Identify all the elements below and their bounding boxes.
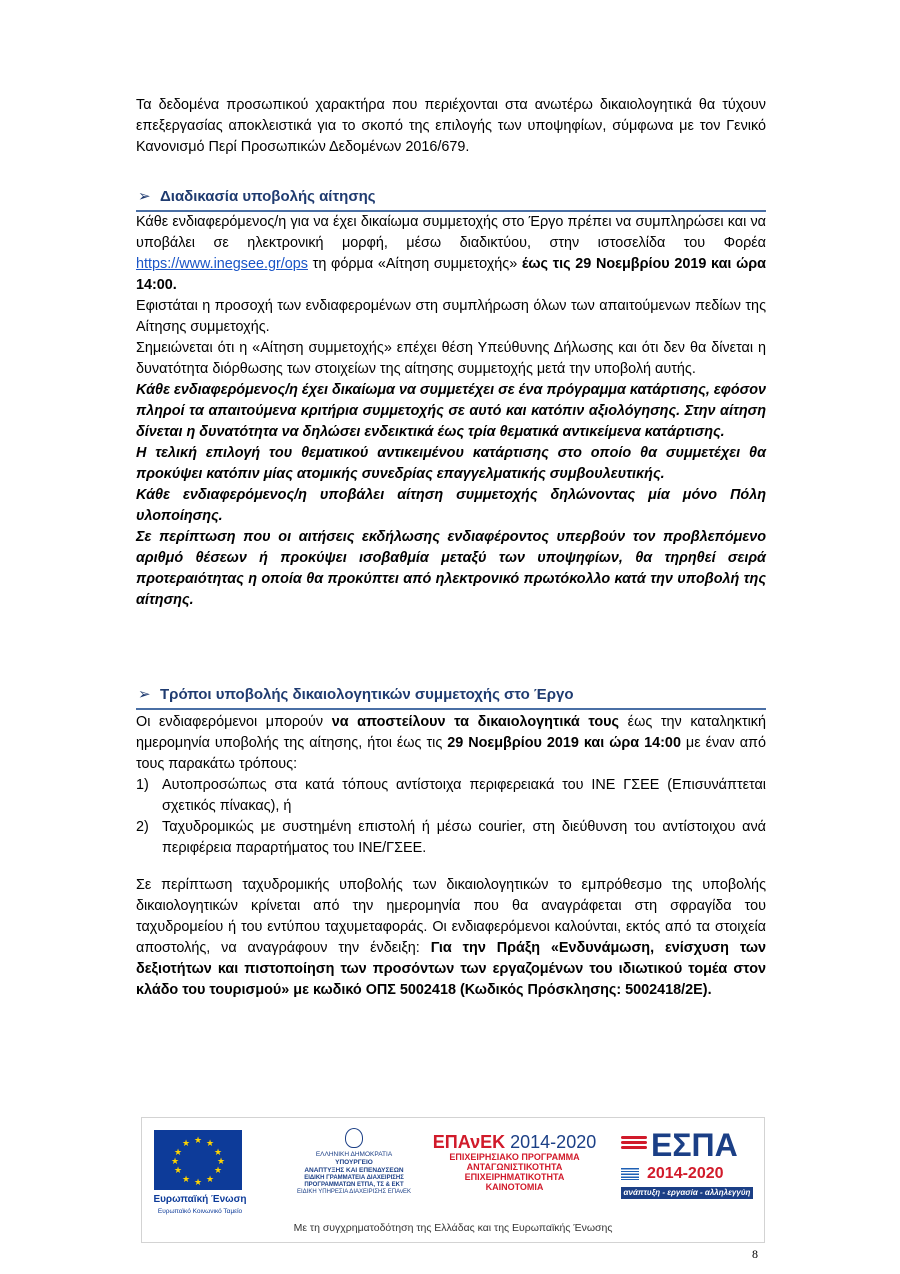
section-title: Διαδικασία υποβολής αίτησης bbox=[160, 188, 376, 205]
paragraph: Οι ενδιαφερόμενοι μπορούν να αποστείλουν τα δικαιολογητικά τους έως την καταληκτική ημερομηνία υποβολής της αίτησης, ήτοι έως τις 29 Νοεμβρίου 2019 και ώρα 14:00 με έναν από τους παρακάτω τρόπους: bbox=[136, 714, 766, 772]
greek-ministry-logo: ΕΛΛΗΝΙΚΗ ΔΗΜΟΚΡΑΤΙΑ ΥΠΟΥΡΓΕΙΟ ΑΝΑΠΤΥΞΗΣ ΚΑΙ ΕΠΕΝΔΥΣΕΩΝ ΕΙΔΙΚΗ ΓΡΑΜΜΑΤΕΙΑ ΔΙΑΧΕΙΡΙΣΗΣ ΠΡΟΓΡΑΜΜΑΤΩΝ ΕΤΠΑ, ΤΣ & ΕΚΤ ΕΙΔΙΚΗ ΥΠΗΡΕΣΙΑ ΔΙΑΧΕΙΡΙΣΗΣ ΕΠΑνΕΚ bbox=[292, 1128, 416, 1196]
section-title: Τρόποι υποβολής δικαιολογητικών συμμετοχής στο Έργο bbox=[160, 686, 574, 703]
emphasis-paragraph: Κάθε ενδιαφερόμενος/η έχει δικαίωμα να συμμετέχει σε ένα πρόγραμμα κατάρτισης, εφόσον πληροί τα απαιτούμενα κριτήρια συμμετοχής σε αυτό και κατόπιν αξιολόγησης. Στην αίτηση δίνεται η δυνατότητα να δηλώσει ενδεικτικά έως τρία θεματικά αντικείμενα κατάρτισης. bbox=[136, 382, 766, 440]
paragraph: Σημειώνεται ότι η «Αίτηση συμμετοχής» επέχει θέση Υπεύθυνης Δήλωσης και ότι δεν θα δίνεται η δυνατότητα διόρθωσης των στοιχείων της αίτησης συμμετοχής μετά την υποβολή αυτής. bbox=[136, 340, 766, 377]
section-application-procedure-body bbox=[136, 212, 766, 611]
paragraph: Εφιστάται η προσοχή των ενδιαφερομένων στη συμπλήρωση όλων των απαιτούμενων πεδίων της Αίτησης συμμετοχής. bbox=[136, 298, 766, 335]
intro-paragraph: Τα δεδομένα προσωπικού χαρακτήρα που περιέχονται στα ανωτέρω δικαιολογητικά θα τύχουν επεξεργασίας αποκλειστικά για το σκοπό της επιλογής των υποψηφίων, σύμφωνα με τον Γενικό Κανονισμό Περί Προσωπικών Δεδομένων 2016/679. bbox=[136, 97, 766, 155]
eu-logo-subtitle: Ευρωπαϊκό Κοινωνικό Ταμείο bbox=[157, 1208, 243, 1215]
page-number: 8 bbox=[752, 1247, 758, 1261]
emphasis-paragraph: Κάθε ενδιαφερόμενος/η υποβάλει αίτηση συμμετοχής δηλώνοντας μία μόνο Πόλη υλοποίησης. bbox=[136, 487, 766, 524]
greek-flag-icon bbox=[621, 1168, 639, 1180]
epanek-logo: ΕΠΑνΕΚ 2014-2020 ΕΠΙΧΕΙΡΗΣΙΑΚΟ ΠΡΟΓΡΑΜΜΑ ΑΝΤΑΓΩΝΙΣΤΙΚΟΤΗΤΑ ΕΠΙΧΕΙΡΗΜΑΤΙΚΟΤΗΤΑ ΚΑΙΝΟΤΟΜΙΑ bbox=[432, 1132, 597, 1192]
list-item: 2) Ταχυδρομικώς με συστημένη επιστολή ή μέσω courier, στη διεύθυνση του αντίστοιχου ανά περιφέρεια παραρτήματος του ΙΝΕ/ΓΣΕΕ. bbox=[136, 819, 766, 856]
espa-stripes-icon bbox=[621, 1136, 647, 1156]
inegsee-link[interactable]: https://www.inegsee.gr/ops bbox=[136, 256, 308, 272]
arrow-bullet-icon: ➢ bbox=[138, 188, 151, 205]
eu-flag-icon: ★ ★ ★ ★ ★ ★ ★ ★ ★ ★ ★ ★ bbox=[154, 1130, 242, 1190]
postal-submission-paragraph: Σε περίπτωση ταχυδρομικής υποβολής των δικαιολογητικών το εμπρόθεσμο της υποβολής δικαιολογητικών κρίνεται από την ημερομηνία που θα αναγράφεται στη σφραγίδα του ταχυδρομείου ή του εντύπου ταχυμεταφοράς. Οι ενδιαφερόμενοι καλούνται, εκτός από τα στοιχεία αποστολής, να αναγράφουν την ένδειξη: Για την Πράξη «Ενδυνάμωση, ενίσχυση των δεξιοτήτων και πιστοποίηση των προσόντων των εργαζομένων του ιδιωτικού τομέα στον κλάδο του τουρισμού» με κωδικό ΟΠΣ 5002418 (Κωδικός Πρόσκλησης: 5002418/2Ε). bbox=[136, 877, 766, 998]
arrow-bullet-icon: ➢ bbox=[138, 686, 151, 703]
eu-logo-title: Ευρωπαϊκή Ένωση bbox=[153, 1194, 247, 1205]
section-heading-application-procedure bbox=[136, 186, 766, 212]
funding-logos-footer bbox=[141, 1117, 765, 1243]
espa-logo: ΕΣΠΑ 2014-2020 ανάπτυξη - εργασία - αλληλεγγύη bbox=[617, 1128, 757, 1199]
section-submission-methods-body bbox=[136, 712, 766, 859]
deadline-text: έως τις 29 Νοεμβρίου 2019 και ώρα 14:00. bbox=[136, 256, 766, 293]
cofunding-caption: Με τη συγχρηματοδότηση της Ελλάδας και της Ευρωπαϊκής Ένωσης bbox=[293, 1222, 613, 1234]
section-heading-submission-methods bbox=[136, 684, 766, 710]
greek-emblem-icon bbox=[345, 1128, 363, 1148]
emphasis-paragraph: Σε περίπτωση που οι αιτήσεις εκδήλωσης ενδιαφέροντος υπερβούν τον προβλεπόμενο αριθμό θέσεων ή προκύψει ισοβαθμία μεταξύ των υποψηφίων, θα τηρηθεί σειρά προτεραιότητας η οποία θα προκύπτει από ηλεκτρονικό πρωτόκολλο κατά την υποβολή της αίτησης. bbox=[136, 529, 766, 608]
paragraph: Κάθε ενδιαφερόμενος/η για να έχει δικαίωμα συμμετοχής στο Έργο πρέπει να συμπληρώσει και να υποβάλει σε ηλεκτρονική μορφή, μέσω διαδικτύου, στην ιστοσελίδα του Φορέα https://www.inegsee.gr/ops τη φόρμα «Αίτηση συμμετοχής» έως τις 29 Νοεμβρίου 2019 και ώρα 14:00. bbox=[136, 214, 766, 293]
list-item: 1) Αυτοπροσώπως στα κατά τόπους αντίστοιχα περιφερειακά του ΙΝΕ ΓΣΕΕ (Επισυνάπτεται σχετικός πίνακας), ή bbox=[136, 777, 766, 814]
emphasis-paragraph: Η τελική επιλογή του θεματικού αντικειμένου κατάρτισης στο οποίο θα συμμετέχει θα προκύψει κατόπιν μίας ατομικής συνεδρίας επαγγελματικής συμβουλευτικής. bbox=[136, 445, 766, 482]
